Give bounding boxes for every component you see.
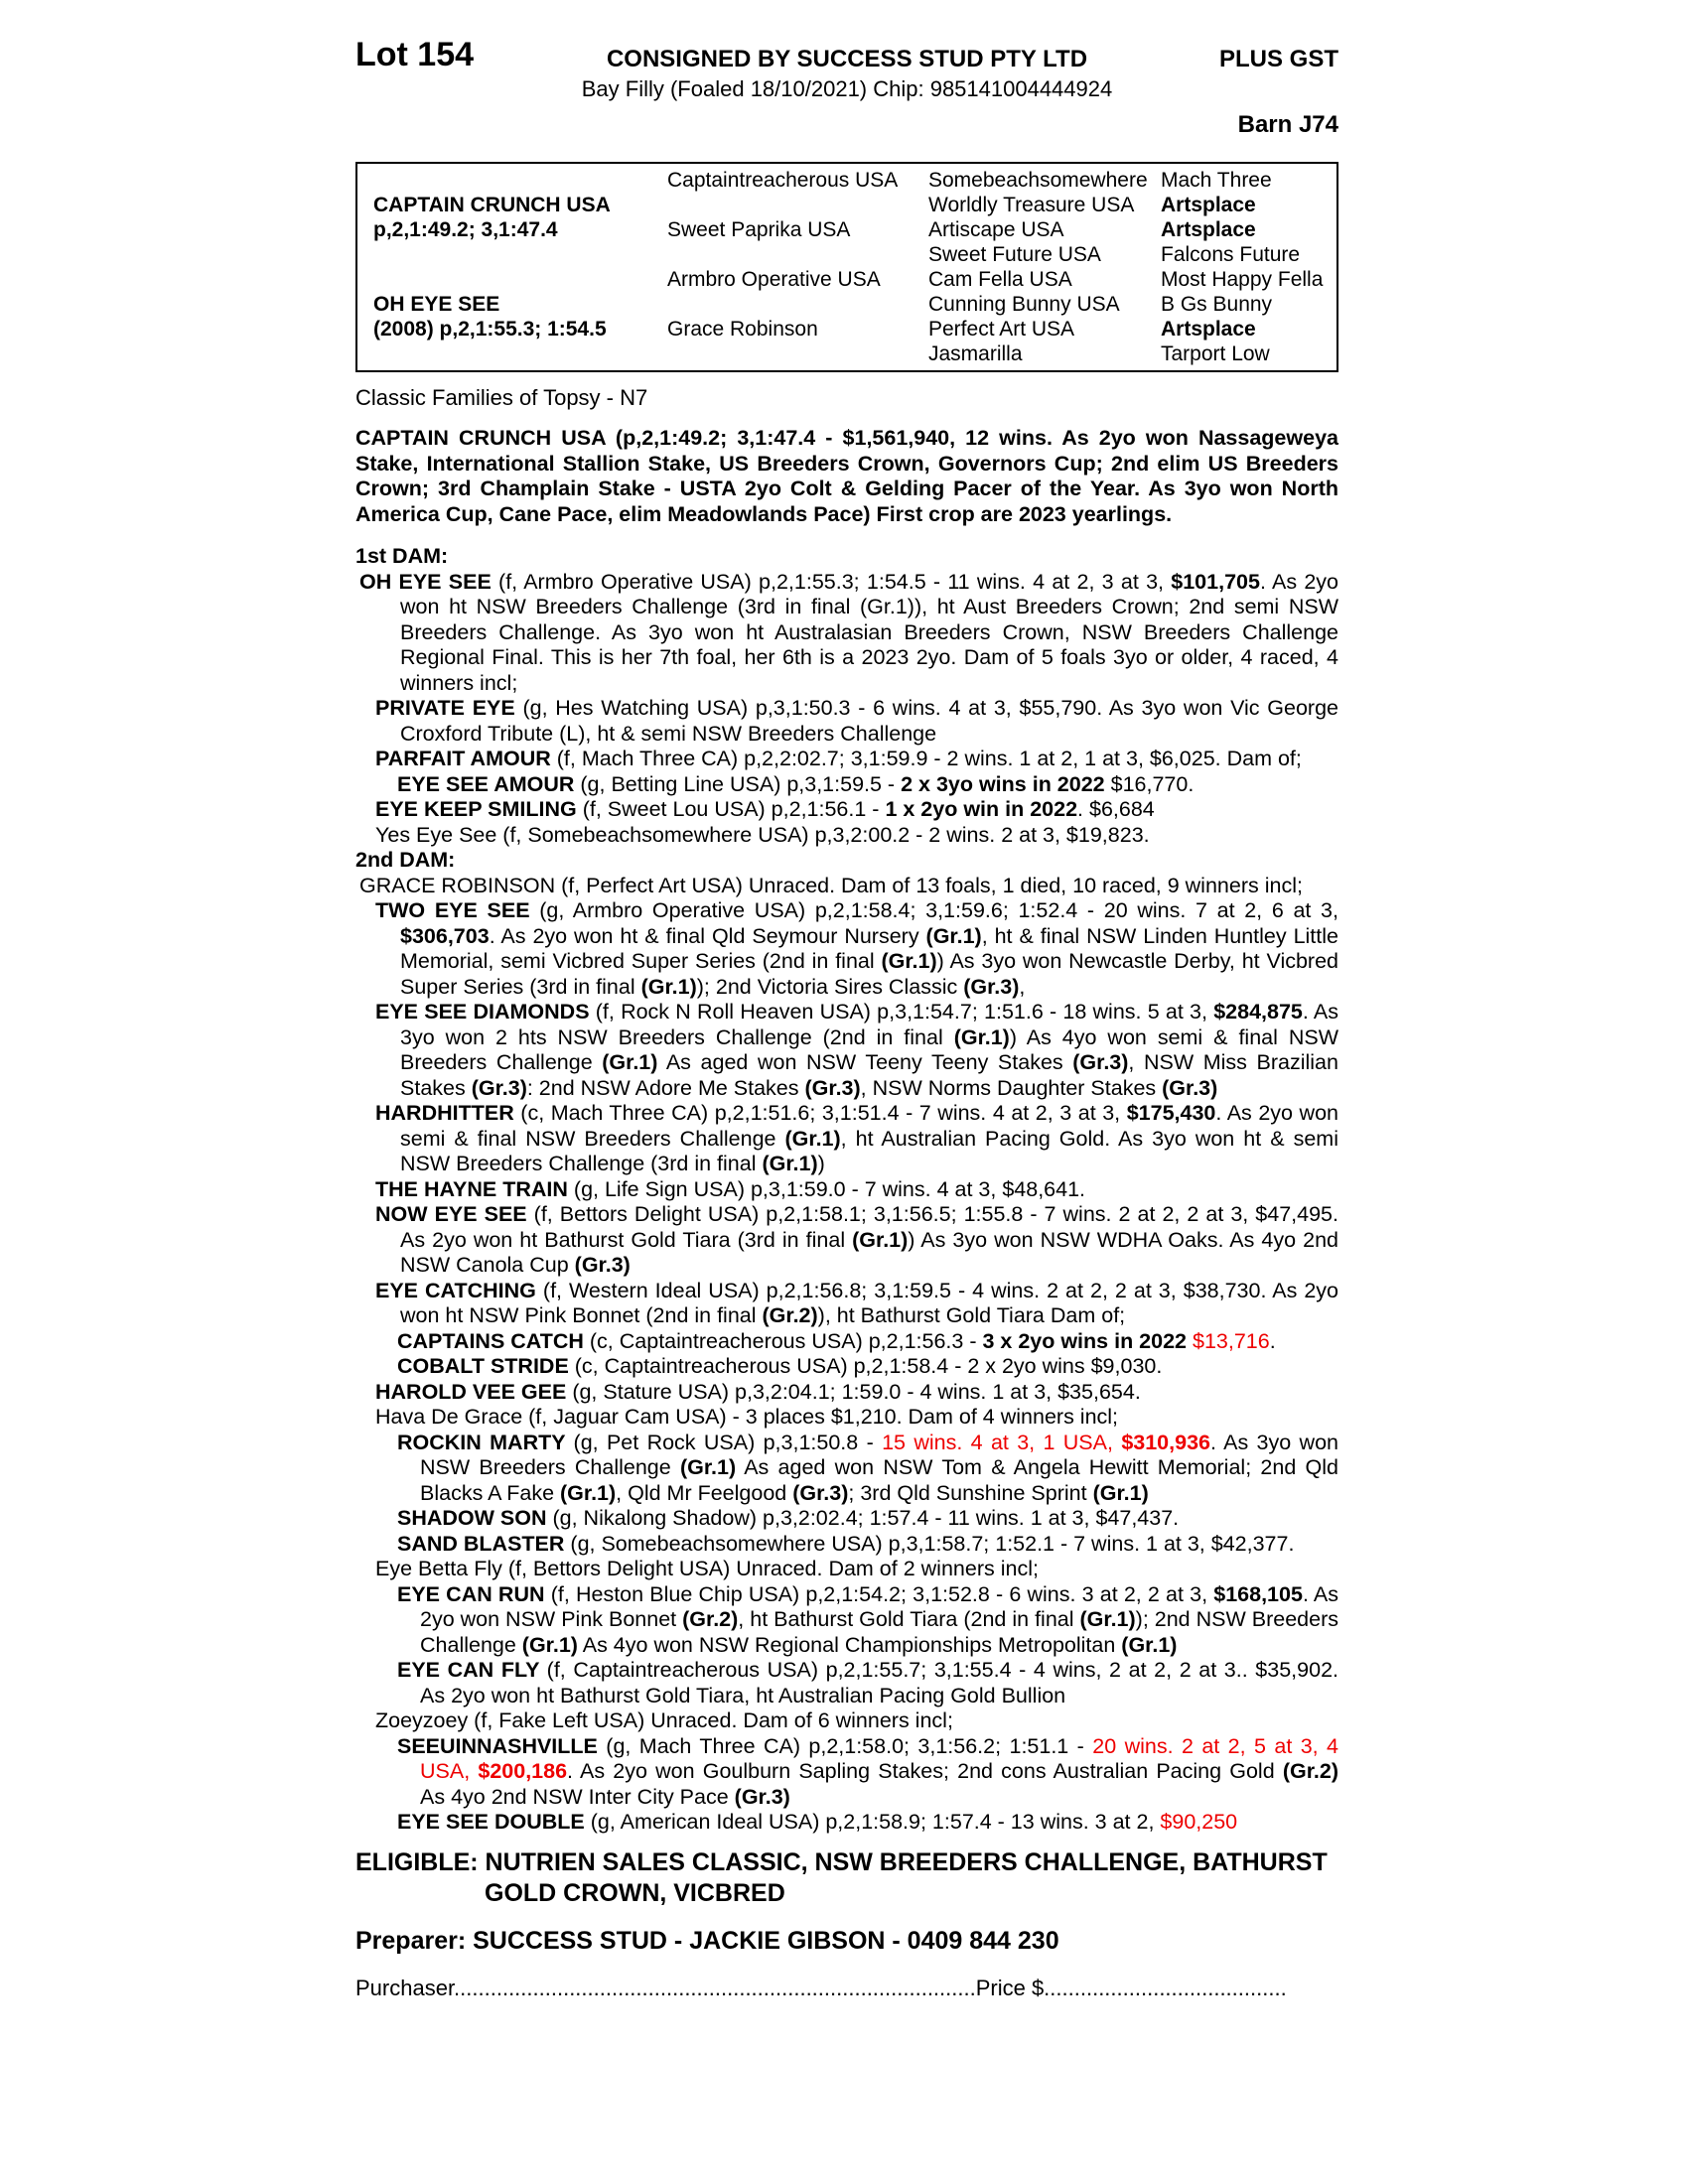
pedigree-name: Most Happy Fella [1161,268,1324,291]
entry-shadow-son: SHADOW SON (g, Nikalong Shadow) p,3,2:02.4; 1:57.4 - 11 wins. 1 at 3, $47,437. [397,1506,1180,1530]
pedigree-name: Grace Robinson [667,318,818,341]
eligibility-line-1: ELIGIBLE: NUTRIEN SALES CLASSIC, NSW BREEDERS CHALLENGE, BATHURST [355,1847,1328,1876]
pedigree-empty-cell [667,242,928,267]
horse-description: Bay Filly (Foaled 18/10/2021) Chip: 985141004444924 [581,76,1113,101]
classic-families-line: Classic Families of Topsy - N7 [355,385,648,410]
consignor-title: CONSIGNED BY SUCCESS STUD PTY LTD [606,46,1088,72]
pedigree-name: Armbro Operative USA [667,268,881,291]
pedigree-empty-cell [667,193,928,217]
entry-eye-keep-smiling: EYE KEEP SMILING (f, Sweet Lou USA) p,2,1:56.1 - 1 x 2yo win in 2022. $6,684 [375,797,1155,821]
pedigree-table [355,162,1338,372]
eligibility-statement [355,1847,1338,1909]
pedigree-name: Cam Fella USA [928,268,1072,291]
entry-oh-eye-see: OH EYE SEE (f, Armbro Operative USA) p,2,1:55.3; 1:54.5 - 11 wins. 4 at 2, 3 at 3, $101,705. As 2yo won ht NSW Breeders Challenge (3rd in final (Gr.1)), ht Aust Breeders Crown; 2nd semi NSW Breeders Challenge. As 3yo won ht Australasian Breeders Crown, NSW Breeders Challenge Regional Final. This is her 7th foal, her 6th is a 2023 2yo. Dam of 5 foals 3yo or older, 4 raced, 4 winners incl; [359,569,1338,695]
pedigree-name: Tarport Low [1161,342,1270,365]
entry-private-eye: PRIVATE EYE (g, Hes Watching USA) p,3,1:50.3 - 6 wins. 4 at 3, $55,790. As 3yo won Vic George Croxford Tribute (L), ht & semi NSW Breeders Challenge [375,696,1338,746]
entry-cobalt-stride: COBALT STRIDE (c, Captaintreacherous USA) p,2,1:58.4 - 2 x 2yo wins $9,030. [397,1354,1163,1378]
entry-zoeyzoey: Zoeyzoey (f, Fake Left USA) Unraced. Dam of 6 winners incl; [375,1708,953,1732]
pedigree-empty-cell [373,341,667,366]
first-dam-heading: 1st DAM: [355,544,449,568]
eligibility-line-2: GOLD CROWN, VICBRED [485,1878,785,1907]
entry-yes-eye-see: Yes Eye See (f, Somebeachsomewhere USA) p,3,2:00.2 - 2 wins. 2 at 3, $19,823. [375,822,1150,847]
entry-hardhitter: HARDHITTER (c, Mach Three CA) p,2,1:51.6; 3,1:51.4 - 7 wins. 4 at 2, 3 at 3, $175,430. As 2yo won semi & final NSW Breeders Challenge (Gr.1), ht Australian Pacing Gold. As 3yo won ht & semi NSW Breeders Challenge (3rd in final (Gr.1)) [375,1101,1338,1175]
pedigree-name: Artsplace [1161,194,1256,216]
sire-summary-paragraph: CAPTAIN CRUNCH USA (p,2,1:49.2; 3,1:47.4 - $1,561,940, 12 wins. As 2yo won Nassageweya Stake, International Stallion Stake, US Breeders Crown, Governors Cup; 2nd elim US Breeders Crown; 3rd Champlain Stake - USTA 2yo Colt & Gelding Pacer of the Year. As 3yo won North America Cup, Cane Pace, elim Meadowlands Pace) First crop are 2023 yearlings. [355,426,1338,526]
pedigree-name: CAPTAIN CRUNCH USA [373,194,611,216]
pedigree-name: Somebeachsomewhere [928,169,1148,192]
entry-eye-can-run: EYE CAN RUN (f, Heston Blue Chip USA) p,2,1:54.2; 3,1:52.8 - 6 wins. 3 at 2, 2 at 3, $168,105. As 2yo won NSW Pink Bonnet (Gr.2), ht Bathurst Gold Tiara (2nd in final (Gr.1)); 2nd NSW Breeders Challenge (Gr.1) As 4yo won NSW Regional Championships Metropolitan (Gr.1) [397,1581,1338,1657]
pedigree-name: Artiscape USA [928,218,1064,241]
pedigree-name: Sweet Future USA [928,243,1101,266]
entry-captains-catch: CAPTAINS CATCH (c, Captaintreacherous USA) p,2,1:56.3 - 3 x 2yo wins in 2022 $13,716. [397,1328,1276,1353]
pedigree-name: Falcons Future [1161,243,1301,266]
plus-gst-label: PLUS GST [1218,46,1338,72]
entry-harold-vee-gee: HAROLD VEE GEE (g, Stature USA) p,3,2:04.1; 1:59.0 - 4 wins. 1 at 3, $35,654. [375,1379,1141,1404]
entry-hava-de-grace: Hava De Grace (f, Jaguar Cam USA) - 3 places $1,210. Dam of 4 winners incl; [375,1405,1119,1429]
entry-sand-blaster: SAND BLASTER (g, Somebeachsomewhere USA) p,3,1:58.7; 1:52.1 - 7 wins. 1 at 3, $42,377. [397,1531,1295,1556]
pedigree-name: Cunning Bunny USA [928,293,1120,316]
pedigree-name: p,2,1:49.2; 3,1:47.4 [373,218,558,241]
lot-number: Lot 154 [355,36,475,73]
entry-rockin-marty: ROCKIN MARTY (g, Pet Rock USA) p,3,1:50.8 - 15 wins. 4 at 3, 1 USA, $310,936. As 3yo won NSW Breeders Challenge (Gr.1) As aged won NSW Tom & Angela Hewitt Memorial; 2nd Qld Blacks A Fake (Gr.1), Qld Mr Feelgood (Gr.3); 3rd Qld Sunshine Sprint (Gr.1) [397,1430,1338,1505]
pedigree-name: Worldly Treasure USA [928,194,1135,216]
entry-now-eye-see: NOW EYE SEE (f, Bettors Delight USA) p,2,1:58.1; 3,1:56.5; 1:55.8 - 7 wins. 2 at 2, 2 at 3, $47,495. As 2yo won ht Bathurst Gold Tiara (3rd in final (Gr.1)) As 3yo won NSW WDHA Oaks. As 4yo 2nd NSW Canola Cup (Gr.3) [375,1202,1338,1277]
pedigree-empty-cell [667,341,928,366]
second-dam-heading: 2nd DAM: [355,848,456,872]
pedigree-col-parents [373,168,667,370]
pedigree-col-gg-grandsires [1161,168,1336,370]
pedigree-name: OH EYE SEE [373,293,500,316]
pedigree-empty-cell [373,242,667,267]
pedigree-name: Artsplace [1161,318,1256,341]
pedigree-col-grandparents [667,168,928,370]
pedigree-col-great-grandparents [928,168,1161,370]
entry-the-hayne-train: THE HAYNE TRAIN (g, Life Sign USA) p,3,1:59.0 - 7 wins. 4 at 3, $48,641. [375,1176,1086,1201]
purchaser-price-line: Purchaser......................................................................................Price $........................................ [355,1975,1287,2000]
pedigree-name: Mach Three [1161,169,1272,192]
barn-number: Barn J74 [1237,111,1338,138]
pedigree-name: Sweet Paprika USA [667,218,851,241]
entry-eye-betta-fly: Eye Betta Fly (f, Bettors Delight USA) Unraced. Dam of 2 winners incl; [375,1557,1039,1580]
pedigree-empty-cell [667,292,928,317]
entry-eye-see-double: EYE SEE DOUBLE (g, American Ideal USA) p,2,1:58.9; 1:57.4 - 13 wins. 3 at 2, $90,250 [397,1810,1238,1834]
pedigree-name: Artsplace [1161,218,1256,241]
pedigree-empty-cell [373,168,667,193]
pedigree-empty-cell [373,267,667,292]
entry-eye-can-fly: EYE CAN FLY (f, Captaintreacherous USA) p,2,1:55.7; 3,1:55.4 - 4 wins, 2 at 2, 2 at 3.. $35,902. As 2yo won ht Bathurst Gold Tiara, ht Australian Pacing Gold Bullion [397,1658,1338,1707]
preparer-line: Preparer: SUCCESS STUD - JACKIE GIBSON - 0409 844 230 [355,1926,1059,1955]
entry-seeuinnashville: SEEUINNASHVILLE (g, Mach Three CA) p,2,1:58.0; 3,1:56.2; 1:51.1 - 20 wins. 2 at 2, 5 at 3, 4 USA, $200,186. As 2yo won Goulburn Sapling Stakes; 2nd cons Australian Pacing Gold (Gr.2) As 4yo 2nd NSW Inter City Pace (Gr.3) [397,1733,1338,1809]
entry-two-eye-see: TWO EYE SEE (g, Armbro Operative USA) p,2,1:58.4; 3,1:59.6; 1:52.4 - 20 wins. 7 at 2, 6 at 3, $306,703. As 2yo won ht & final Qld Seymour Nursery (Gr.1), ht & final NSW Linden Huntley Little Memorial, semi Vicbred Super Series (2nd in final (Gr.1)) As 3yo won Newcastle Derby, ht Vicbred Super Series (3rd in final (Gr.1)); 2nd Victoria Sires Classic (Gr.3), [375,898,1338,999]
page-content [355,0,1338,2001]
entry-eye-catching: EYE CATCHING (f, Western Ideal USA) p,2,1:56.8; 3,1:59.5 - 4 wins. 2 at 2, 2 at 3, $38,730. As 2yo won ht NSW Pink Bonnet (2nd in final (Gr.2)), ht Bathurst Gold Tiara Dam of; [375,1278,1338,1327]
page-header [355,0,1338,162]
pedigree-name: Jasmarilla [928,342,1023,365]
pedigree-name: B Gs Bunny [1161,293,1273,316]
entry-parfait-amour: PARFAIT AMOUR (f, Mach Three CA) p,2,2:02.7; 3,1:59.9 - 2 wins. 1 at 2, 1 at 3, $6,025. Dam of; [375,747,1302,770]
entry-eye-see-amour: EYE SEE AMOUR (g, Betting Line USA) p,3,1:59.5 - 2 x 3yo wins in 2022 $16,770. [397,771,1195,796]
pedigree-body [355,385,1338,1836]
pedigree-name: (2008) p,2,1:55.3; 1:54.5 [373,318,607,341]
entry-grace-robinson: GRACE ROBINSON (f, Perfect Art USA) Unraced. Dam of 13 foals, 1 died, 10 raced, 9 winners incl; [359,873,1303,897]
pedigree-name: Captaintreacherous USA [667,169,899,192]
pedigree-name: Perfect Art USA [928,318,1075,341]
entry-eye-see-diamonds: EYE SEE DIAMONDS (f, Rock N Roll Heaven USA) p,3,1:54.7; 1:51.6 - 18 wins. 5 at 3, $284,875. As 3yo won 2 hts NSW Breeders Challenge (2nd in final (Gr.1)) As 4yo won semi & final NSW Breeders Challenge (Gr.1) As aged won NSW Teeny Teeny Stakes (Gr.3), NSW Miss Brazilian Stakes (Gr.3): 2nd NSW Adore Me Stakes (Gr.3), NSW Norms Daughter Stakes (Gr.3) [375,1000,1339,1100]
